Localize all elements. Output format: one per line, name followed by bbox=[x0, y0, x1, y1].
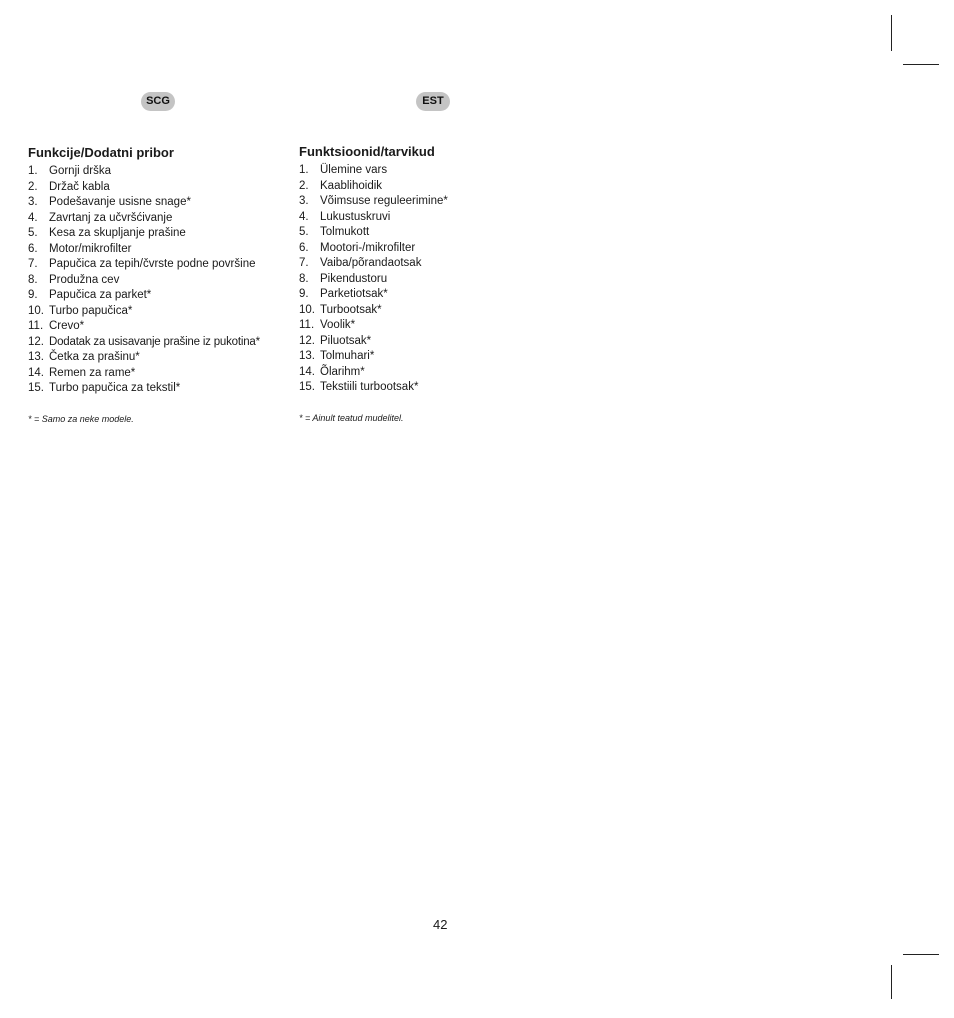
item-number: 7. bbox=[28, 258, 38, 270]
item-number: 9. bbox=[299, 288, 309, 300]
est-section bbox=[299, 143, 448, 396]
item-text: Crevo* bbox=[49, 320, 85, 332]
item-number: 7. bbox=[299, 257, 309, 269]
item-number: 12. bbox=[299, 334, 315, 347]
item-text: Držač kabla bbox=[49, 180, 110, 193]
item-text: Papučica za tepih/čvrste podne površine bbox=[49, 258, 256, 270]
item-text: Parketiotsak* bbox=[320, 288, 388, 300]
item-text: Podešavanje usisne snage* bbox=[49, 196, 191, 208]
item-text: Remen za rame* bbox=[49, 366, 136, 379]
item-number: 4. bbox=[299, 210, 309, 223]
item-number: 15. bbox=[28, 382, 44, 394]
item-text: Turbootsak* bbox=[320, 303, 382, 316]
item-number: 11. bbox=[28, 320, 44, 332]
list-item bbox=[299, 210, 448, 226]
crop-mark-bottom-vertical bbox=[891, 965, 892, 999]
list-item bbox=[299, 303, 448, 319]
list-item bbox=[28, 350, 260, 366]
item-text: Ülemine vars bbox=[320, 164, 388, 176]
item-text: Lukustuskruvi bbox=[320, 210, 391, 223]
item-number: 5. bbox=[299, 226, 309, 238]
list-item bbox=[28, 381, 260, 397]
item-text: Pikendustoru bbox=[320, 272, 388, 285]
list-item bbox=[28, 273, 260, 289]
list-item bbox=[299, 256, 448, 272]
list-item bbox=[299, 194, 448, 210]
item-text: Papučica za parket* bbox=[49, 289, 152, 301]
item-text: Dodatak za usisavanje prašine iz pukotina* bbox=[49, 335, 260, 348]
item-text: Turbo papučica* bbox=[49, 304, 133, 317]
list-item bbox=[28, 180, 260, 196]
item-text: Kaablihoidik bbox=[320, 179, 383, 192]
item-text: Tolmuhari* bbox=[320, 350, 375, 362]
item-number: 8. bbox=[299, 272, 309, 285]
list-item bbox=[28, 257, 260, 273]
list-item bbox=[299, 334, 448, 350]
item-text: Piluotsak* bbox=[320, 334, 372, 347]
item-number: 1. bbox=[299, 164, 309, 176]
list-item bbox=[28, 288, 260, 304]
list-item bbox=[28, 242, 260, 258]
item-text: Kesa za skupljanje prašine bbox=[49, 227, 186, 239]
list-item bbox=[28, 195, 260, 211]
item-number: 3. bbox=[28, 196, 38, 208]
scg-heading: Funkcije/Dodatni pribor bbox=[28, 145, 174, 160]
item-text: Motor/mikrofilter bbox=[49, 242, 132, 255]
item-number: 8. bbox=[28, 273, 38, 286]
language-badge-scg: SCG bbox=[141, 92, 175, 111]
list-item bbox=[299, 380, 448, 396]
page-number: 42 bbox=[433, 917, 448, 932]
list-item bbox=[299, 287, 448, 303]
item-number: 13. bbox=[28, 351, 44, 363]
item-number: 6. bbox=[28, 242, 38, 255]
item-number: 10. bbox=[28, 304, 44, 317]
item-number: 1. bbox=[28, 165, 38, 177]
list-item bbox=[28, 335, 260, 351]
item-text: Võimsuse reguleerimine* bbox=[320, 195, 448, 207]
item-number: 13. bbox=[299, 350, 315, 362]
item-number: 3. bbox=[299, 195, 309, 207]
list-item bbox=[28, 226, 260, 242]
item-number: 6. bbox=[299, 241, 309, 254]
list-item bbox=[299, 318, 448, 334]
list-item bbox=[299, 179, 448, 195]
item-number: 5. bbox=[28, 227, 38, 239]
list-item bbox=[299, 163, 448, 179]
list-item bbox=[299, 241, 448, 257]
crop-mark-top-vertical bbox=[891, 15, 892, 51]
est-heading: Funktsioonid/tarvikud bbox=[299, 144, 435, 159]
list-item bbox=[28, 319, 260, 335]
list-item bbox=[299, 365, 448, 381]
item-text: Vaiba/põrandaotsak bbox=[320, 257, 422, 269]
item-number: 2. bbox=[299, 179, 309, 192]
item-number: 14. bbox=[28, 366, 44, 379]
item-number: 4. bbox=[28, 211, 38, 224]
crop-mark-top-horizontal bbox=[903, 64, 939, 65]
item-text: Tolmukott bbox=[320, 226, 370, 238]
est-footnote: * = Ainult teatud mudelitel. bbox=[299, 413, 404, 423]
item-number: 12. bbox=[28, 335, 44, 348]
item-text: Voolik* bbox=[320, 319, 356, 331]
crop-mark-bottom-horizontal bbox=[903, 954, 939, 955]
list-item bbox=[28, 164, 260, 180]
item-text: Turbo papučica za tekstil* bbox=[49, 382, 181, 394]
scg-footnote: * = Samo za neke modele. bbox=[28, 414, 134, 424]
list-item bbox=[28, 304, 260, 320]
list-item bbox=[28, 366, 260, 382]
item-text: Produžna cev bbox=[49, 273, 120, 286]
item-text: Zavrtanj za učvršćivanje bbox=[49, 211, 173, 224]
item-number: 11. bbox=[299, 319, 315, 331]
item-text: Tekstiili turbootsak* bbox=[320, 381, 419, 393]
list-item bbox=[299, 272, 448, 288]
item-number: 10. bbox=[299, 303, 315, 316]
est-parts-list bbox=[299, 163, 448, 396]
list-item bbox=[28, 211, 260, 227]
item-number: 15. bbox=[299, 381, 315, 393]
item-text: Mootori-/mikrofilter bbox=[320, 241, 416, 254]
item-text: Õlarihm* bbox=[320, 365, 365, 378]
item-number: 9. bbox=[28, 289, 38, 301]
item-number: 2. bbox=[28, 180, 38, 193]
language-badge-est: EST bbox=[416, 92, 450, 111]
item-number: 14. bbox=[299, 365, 315, 378]
item-text: Gornji drška bbox=[49, 165, 111, 177]
list-item bbox=[299, 349, 448, 365]
scg-parts-list bbox=[28, 164, 260, 397]
item-text: Četka za prašinu* bbox=[49, 351, 140, 363]
list-item bbox=[299, 225, 448, 241]
scg-section bbox=[28, 144, 260, 397]
